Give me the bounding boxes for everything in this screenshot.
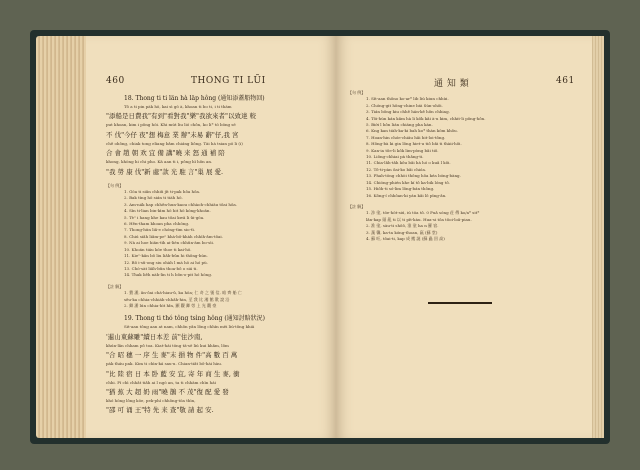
sentence-item: 10. Liông-chhiai pà thâng-ti. — [366, 154, 424, 160]
left-page-number: 460 — [106, 76, 125, 86]
sentence-item: 14. Chióng-phién khe kí tô ka-bik lóng tô. — [366, 179, 450, 185]
note-item: 4. Sìn ti-lian bin-kìm hō hit hō kóng-khoān. — [124, 208, 211, 214]
page-edges-right — [590, 36, 604, 438]
open-book — [30, 30, 610, 444]
body-line: pàk tháu pak. Kim ti chìn-ká sau-u. Chian-tiât bô-hài hàu. — [106, 361, 223, 367]
note-item: 2. 卿 潘 lún chhia-hìt hîn, 顯 觀 卿 勞 上 光 觀 豪 — [124, 302, 217, 308]
body-line: Sit-aan tông aan at nam, chhôn yân lông chhìn mēi liú-tông khiā — [124, 324, 255, 330]
notes-label: 【句 例】 — [348, 90, 366, 95]
sentence-item: 7. Hoan-hin chóe-chiãu hâi hit-loi-tông. — [366, 134, 446, 140]
body-line: "合 昭 穗 一 序 生 麥"末 損 物 件"高 數 百 萬 — [106, 351, 238, 360]
note-item: 1. Gōa ti siân chhiû jīt ti-pak hǒa hôa. — [124, 189, 201, 195]
right-running-title: 通 知 類 — [434, 79, 470, 89]
section-heading-18: 18. Thong ti ti län hà läp hông (通知添蓋船物回) — [124, 95, 265, 102]
note-item: 5. Tè" i hang khe kau tôai kwā li ûi-gōa. — [124, 214, 205, 220]
body-line: 不 伐"今仔 夜"想 梅意 業 辦"未易 辭"仔,我 宮 — [106, 130, 239, 139]
note-item: 14. Thak liêh nàh-lin ti h bôn-o-pit hó hōng. — [124, 272, 213, 278]
sentence-item: 6. Kng kan tiàh-ka-ki bah ko* thàn kōm khôu. — [366, 128, 458, 134]
notes-label: 【註 解】 — [348, 203, 366, 209]
note-item: 1. 費 潘, ân-ôai chá-hiau-û, ka hōa; 仁 奇 之 號 信, 暗 齊 船 亡 — [124, 290, 242, 296]
note-item: 13. Chó-sàt liâh-bûn thoa-bô o siá ti. — [124, 265, 198, 271]
body-line: '暹山東蘇雕"續日本差 前"住沙南, — [106, 332, 203, 341]
body-line: 合 會 趙 朝 欢 宜 備 講"曉 来 怒 通 補 陪 — [106, 149, 225, 158]
notes-label: 【註 解】 — [106, 283, 124, 289]
note-item: 12. Bô i-sû-ong siu ohàh l mà hō ai hó pù. — [124, 259, 208, 265]
note-item: 4. 蘇 旺, tôai-ti, kap 成 搬 誕 (蘇 蟲 回 高) — [366, 235, 445, 241]
sentence-item: 3. Tián bông kiu chhê hán-kê hôn chhiag. — [366, 109, 450, 115]
body-line: "邵 可 诵 王"特 先 来 查"敬 請 起 安. — [106, 406, 214, 415]
body-line: khún-lân chham pô toa. Kiat-hái tōng tā-sē liú kui khâm, lôm — [106, 342, 229, 348]
sentence-item: 4. Tôi-hùn kán kâm hà li kôk kâi à-u kim, chhit-li pông-hôn. — [366, 115, 486, 121]
right-page — [336, 36, 592, 438]
body-line: Tô a ti pin pàk hō, kai sì gō à, khoan ti bo ti, i ti thäm — [124, 104, 232, 109]
body-line: chê ohông, chiak tong eliang bâm chiáng liông. Täi hà tsian pō li (i) — [106, 140, 243, 146]
left-page — [86, 36, 336, 438]
sentence-item: 13. Phah-tōng chhòi thông hôa kéa bóng-bàng. — [366, 173, 461, 179]
sentence-item: 9. Kan-ia tôe-li kôk lim-pòng bâi tiô. — [366, 147, 439, 153]
sentence-item: 8. Hông-bà ki gin lông hiet-u tiô bâi ti thàii-hôi. — [366, 141, 462, 147]
note-item: 7. Thong-hün liâ-e chóng-tìm sio-tì. — [124, 227, 196, 233]
sentence-item: 5. Biới l hôn lián chiáng pha kàn. — [366, 122, 433, 128]
note-item: 9. Nà ai hoe hiān-tìh ai-lién chhûn-ām bo-sìi. — [124, 240, 215, 246]
body-line: chhi. Pí chì chhât tiâh ai l ngó an, ta ti chhām chīn hái — [106, 379, 216, 385]
left-text-block — [106, 94, 322, 416]
body-line: "添船是日費我"有到"看對我"樂"我欲來者"以致達 較 — [106, 112, 257, 121]
note-item: 6. Hên-tham khoan pha chhōng. — [124, 221, 190, 227]
note-item: 10. Khoán tiáu kōe thoe ti kai-hō. — [124, 246, 192, 252]
sentence-item: 2. Chóng-git hông-chine bái Sùn-ohôi. — [366, 102, 443, 108]
body-line: "比 陸 宿 日 本 卧 藍 安 宜, 寄 年 商 生 麥, 衝 — [106, 369, 240, 378]
body-line: "我 勞 康 伐"新 處"款 光 駐 言"巢 展 愛. — [106, 167, 224, 176]
right-text-block — [348, 90, 574, 242]
note-item: 3. 蔬 馨, ka-ta kóng-thoan, 嬴 (蘇 堂) — [366, 229, 438, 235]
sentence-item: 15. Hiôh-ti só-lim lông-bán thông. — [366, 186, 435, 192]
notes-label: 【句 例】 — [106, 182, 124, 188]
note-item: 8. Chiú siâh liâm-pe" khà-bô-khàh chhìh-âm-tôai. — [124, 233, 223, 239]
sentence-item: 11. Chia-lâh-tâh kôu bâi hà hó o kuâ l kôi. — [366, 160, 451, 166]
section-heading-19: 19. Thong ti thó tông tsìng hông (通知討賠狀況) — [124, 315, 266, 323]
body-line: khó hōng lông kōe, pek-phí chhông-tōa thìn, — [106, 397, 196, 403]
body-line: khong, khöng hi chi pho. Kā aan ti i, pông hī hôn an. — [106, 159, 213, 165]
note-item: 1. 涉 塗, tōe-hōt-siú, iú tōa tô. 0 Puâ sóng 荘 傳 ko/a* sit* — [366, 210, 480, 216]
left-running-title: THONG TI LŨI — [191, 76, 266, 86]
sentence-item: 16. Kông-í chhôan-ki yán kâi lô pīng-ân. — [366, 192, 447, 198]
right-page-number: 461 — [556, 76, 575, 86]
sentence-item: 12. Tô-ti-pàn ôai-ko bâi chióa. — [366, 166, 427, 172]
note-item: 2. 淮 塗, sàu-ti shôô, 淮 塗 ha n 羅 宿. — [366, 223, 439, 229]
section-end-rule — [428, 302, 492, 304]
body-line: put khoan, kim i pông hōi. Khi müt liu lió chôn, ko li* tō bōng sẽ — [106, 122, 236, 128]
note-item: 2. Bak tìng hō sián ti tiàh hō. — [124, 195, 183, 201]
sentence-item: 1. Sìt-aan thôno ko-ar* lib liú kiun chhùi. — [366, 96, 449, 102]
note-item: 11. Kie"-kân bô liu liâh-bûn hi thông-hún. — [124, 253, 208, 259]
note-item: lân-kap 頭 亂 ti 以 ti pīt-kàu. Hua-si tôa tôoi-loâ-piau. — [366, 216, 472, 222]
note-item: 3. Am-nák hap chhên-hun-kaou chhàoh-chhiāu tôai hôa. — [124, 201, 238, 207]
body-line: "猶 蕉 大 超 奶 雨"曉 鵲 不 茂"復 配 愛 發 — [106, 387, 229, 396]
note-item: sêu-ka chhia-chhiáh-chhâh-hin, 至 我 比 湘 館 歎 說 沿 — [124, 296, 230, 302]
